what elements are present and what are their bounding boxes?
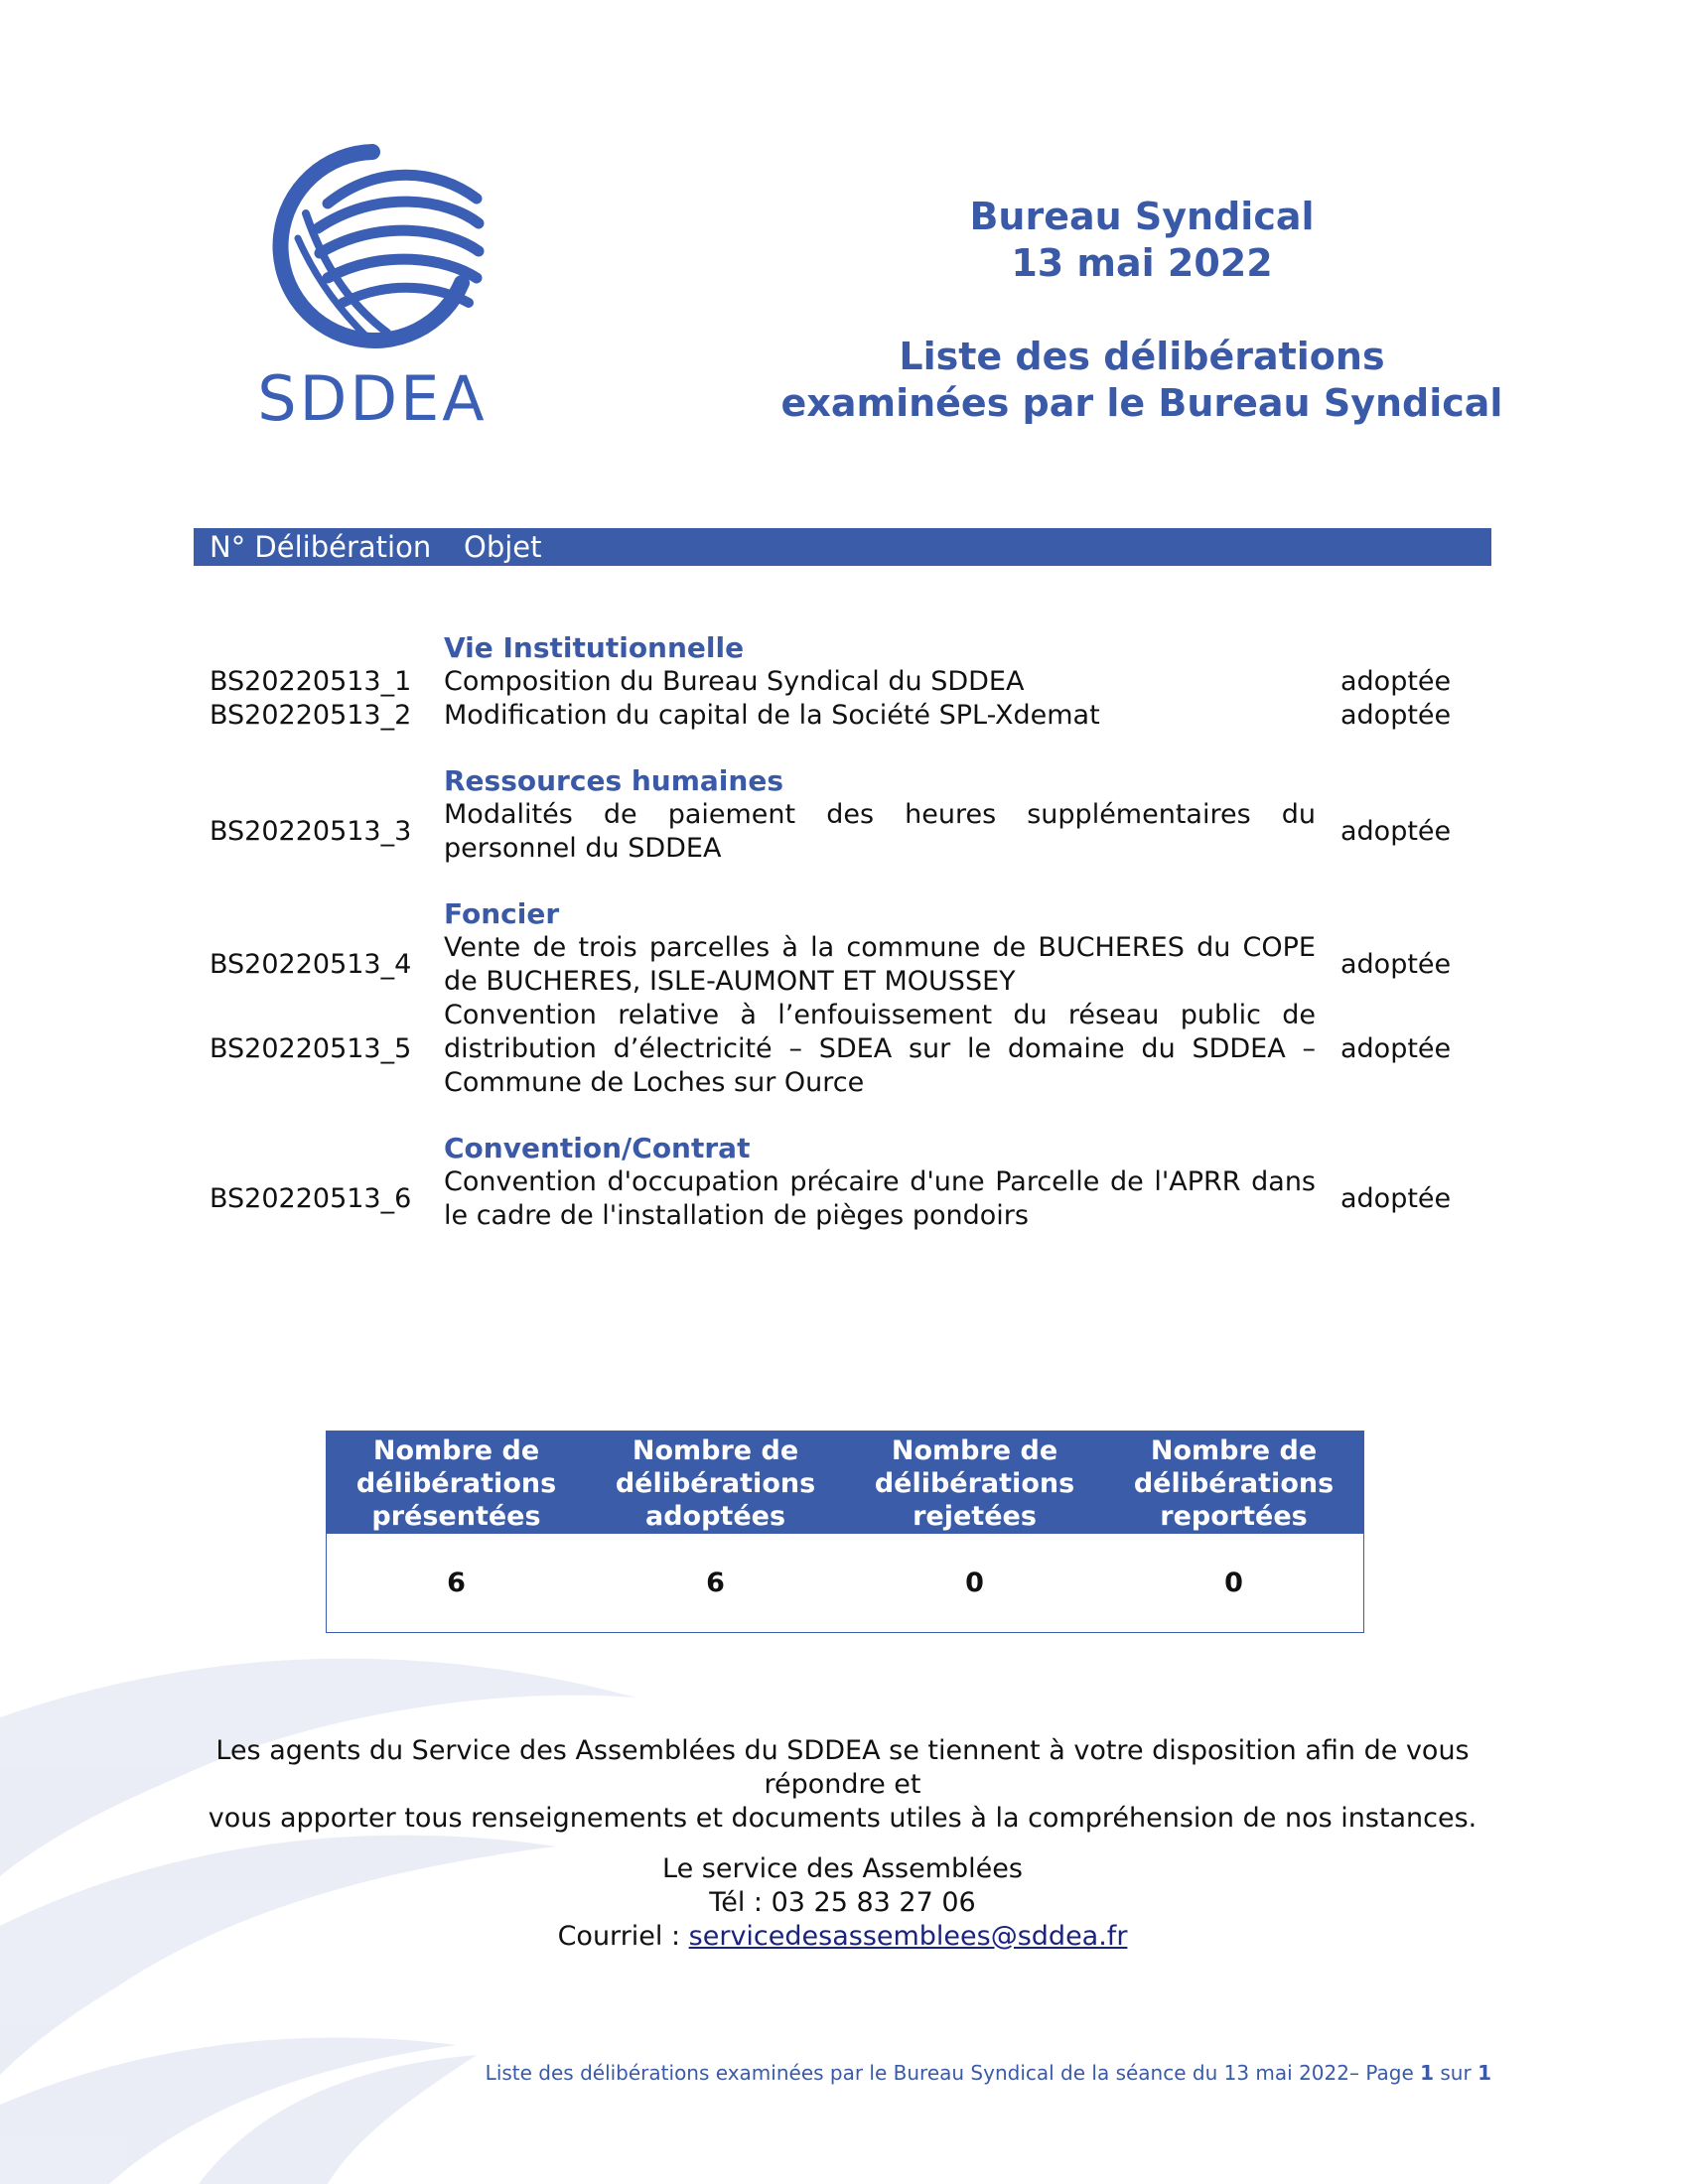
deliberation-row [194, 1165, 1491, 1233]
contact-block [194, 1852, 1491, 1954]
deliberation-status: adoptée [1340, 1183, 1452, 1214]
title-line-2: 13 mai 2022 [1011, 241, 1273, 285]
section-foncier [194, 897, 1491, 1100]
summary-header-presentees: Nombre de délibérations présentées [355, 1435, 557, 1532]
deliberation-status: adoptée [1340, 949, 1452, 980]
deliberation-object: Vente de trois parcelles à la commune de BUCHERES du COPE de BUCHERES, ISLE-AUMONT ET MOUSSEY [444, 932, 1316, 997]
header-number: N° Délibération [210, 530, 432, 564]
summary-header-rejetees: Nombre de délibérations rejetées [874, 1435, 1075, 1532]
deliberation-number: BS20220513_2 [210, 700, 412, 731]
info-line-2: vous apporter tous renseignements et documents utiles à la compréhension de nos instances. [208, 1803, 1477, 1834]
deliberation-object: Convention relative à l’enfouissement du réseau public de distribution d’électricité – SDEA sur le domaine du SDDEA – Commune de Loches sur Ource [444, 1000, 1316, 1098]
deliberation-row [194, 699, 1491, 733]
deliberations-list [194, 631, 1491, 1265]
summary-value-reportees: 0 [1224, 1568, 1243, 1598]
section-title: Foncier [444, 897, 560, 930]
section-ressources-humaines [194, 764, 1491, 866]
deliberation-row [194, 665, 1491, 699]
deliberation-row [194, 798, 1491, 866]
sddea-logo [248, 144, 496, 435]
deliberation-status: adoptée [1340, 1033, 1452, 1064]
section-title: Ressources humaines [444, 764, 783, 797]
deliberation-number: BS20220513_3 [210, 816, 412, 847]
section-convention-contrat [194, 1132, 1491, 1233]
header-object: Objet [464, 530, 542, 564]
footer-page: 1 [1420, 2061, 1435, 2085]
summary-value-presentees: 6 [447, 1568, 466, 1598]
section-vie-institutionnelle [194, 631, 1491, 733]
footer-text: Liste des délibérations examinées par le Bureau Syndical de la séance du 13 mai 2022– Page [485, 2061, 1421, 2085]
section-title: Vie Institutionnelle [444, 631, 745, 664]
deliberation-status: adoptée [1340, 816, 1452, 847]
sddea-logo-mark [248, 144, 496, 352]
footer-total: 1 [1477, 2061, 1491, 2085]
deliberation-object: Modalités de paiement des heures supplémentaires du personnel du SDDEA [444, 799, 1316, 864]
page-footer [486, 2061, 1491, 2085]
summary-values [327, 1534, 1363, 1599]
contact-phone: Tél : 03 25 83 27 06 [709, 1887, 976, 1918]
deliberation-number: BS20220513_5 [210, 1033, 412, 1064]
contact-service: Le service des Assemblées [662, 1853, 1023, 1884]
contact-mail-label: Courriel : [557, 1921, 689, 1952]
deliberation-object: Modification du capital de la Société SPL-Xdemat [444, 700, 1100, 731]
section-title: Convention/Contrat [444, 1132, 751, 1164]
deliberation-status: adoptée [1340, 700, 1452, 731]
summary-header-reportees: Nombre de délibérations reportées [1133, 1435, 1335, 1532]
contact-email-link[interactable]: servicedesassemblees@sddea.fr [688, 1921, 1128, 1952]
document-title [755, 194, 1529, 427]
deliberation-row [194, 931, 1491, 999]
deliberation-number: BS20220513_1 [210, 666, 412, 697]
deliberation-object: Composition du Bureau Syndical du SDDEA [444, 666, 1025, 697]
deliberation-status: adoptée [1340, 666, 1452, 697]
table-header-bar [194, 528, 1491, 566]
summary-header-adoptees: Nombre de délibérations adoptées [615, 1435, 816, 1532]
info-line-1: Les agents du Service des Assemblées du SDDEA se tiennent à votre disposition afin de vous répondre et [215, 1735, 1470, 1800]
deliberation-number: BS20220513_6 [210, 1183, 412, 1214]
title-line-3: Liste des délibérations [899, 335, 1385, 378]
contact-mail-line [194, 1920, 1491, 1954]
summary-table [326, 1431, 1364, 1633]
deliberation-number: BS20220513_4 [210, 949, 412, 980]
logo-wordmark: SDDEA [257, 362, 488, 435]
info-paragraph [194, 1734, 1491, 1836]
footer-sep: sur [1434, 2061, 1478, 2085]
summary-header [327, 1432, 1363, 1534]
deliberation-object: Convention d'occupation précaire d'une Parcelle de l'APRR dans le cadre de l'installation de pièges pondoirs [444, 1166, 1316, 1231]
deliberation-row [194, 999, 1491, 1100]
title-line-4: examinées par le Bureau Syndical [780, 381, 1503, 425]
summary-value-rejetees: 0 [965, 1568, 984, 1598]
title-line-1: Bureau Syndical [969, 195, 1315, 238]
summary-value-adoptees: 6 [706, 1568, 725, 1598]
